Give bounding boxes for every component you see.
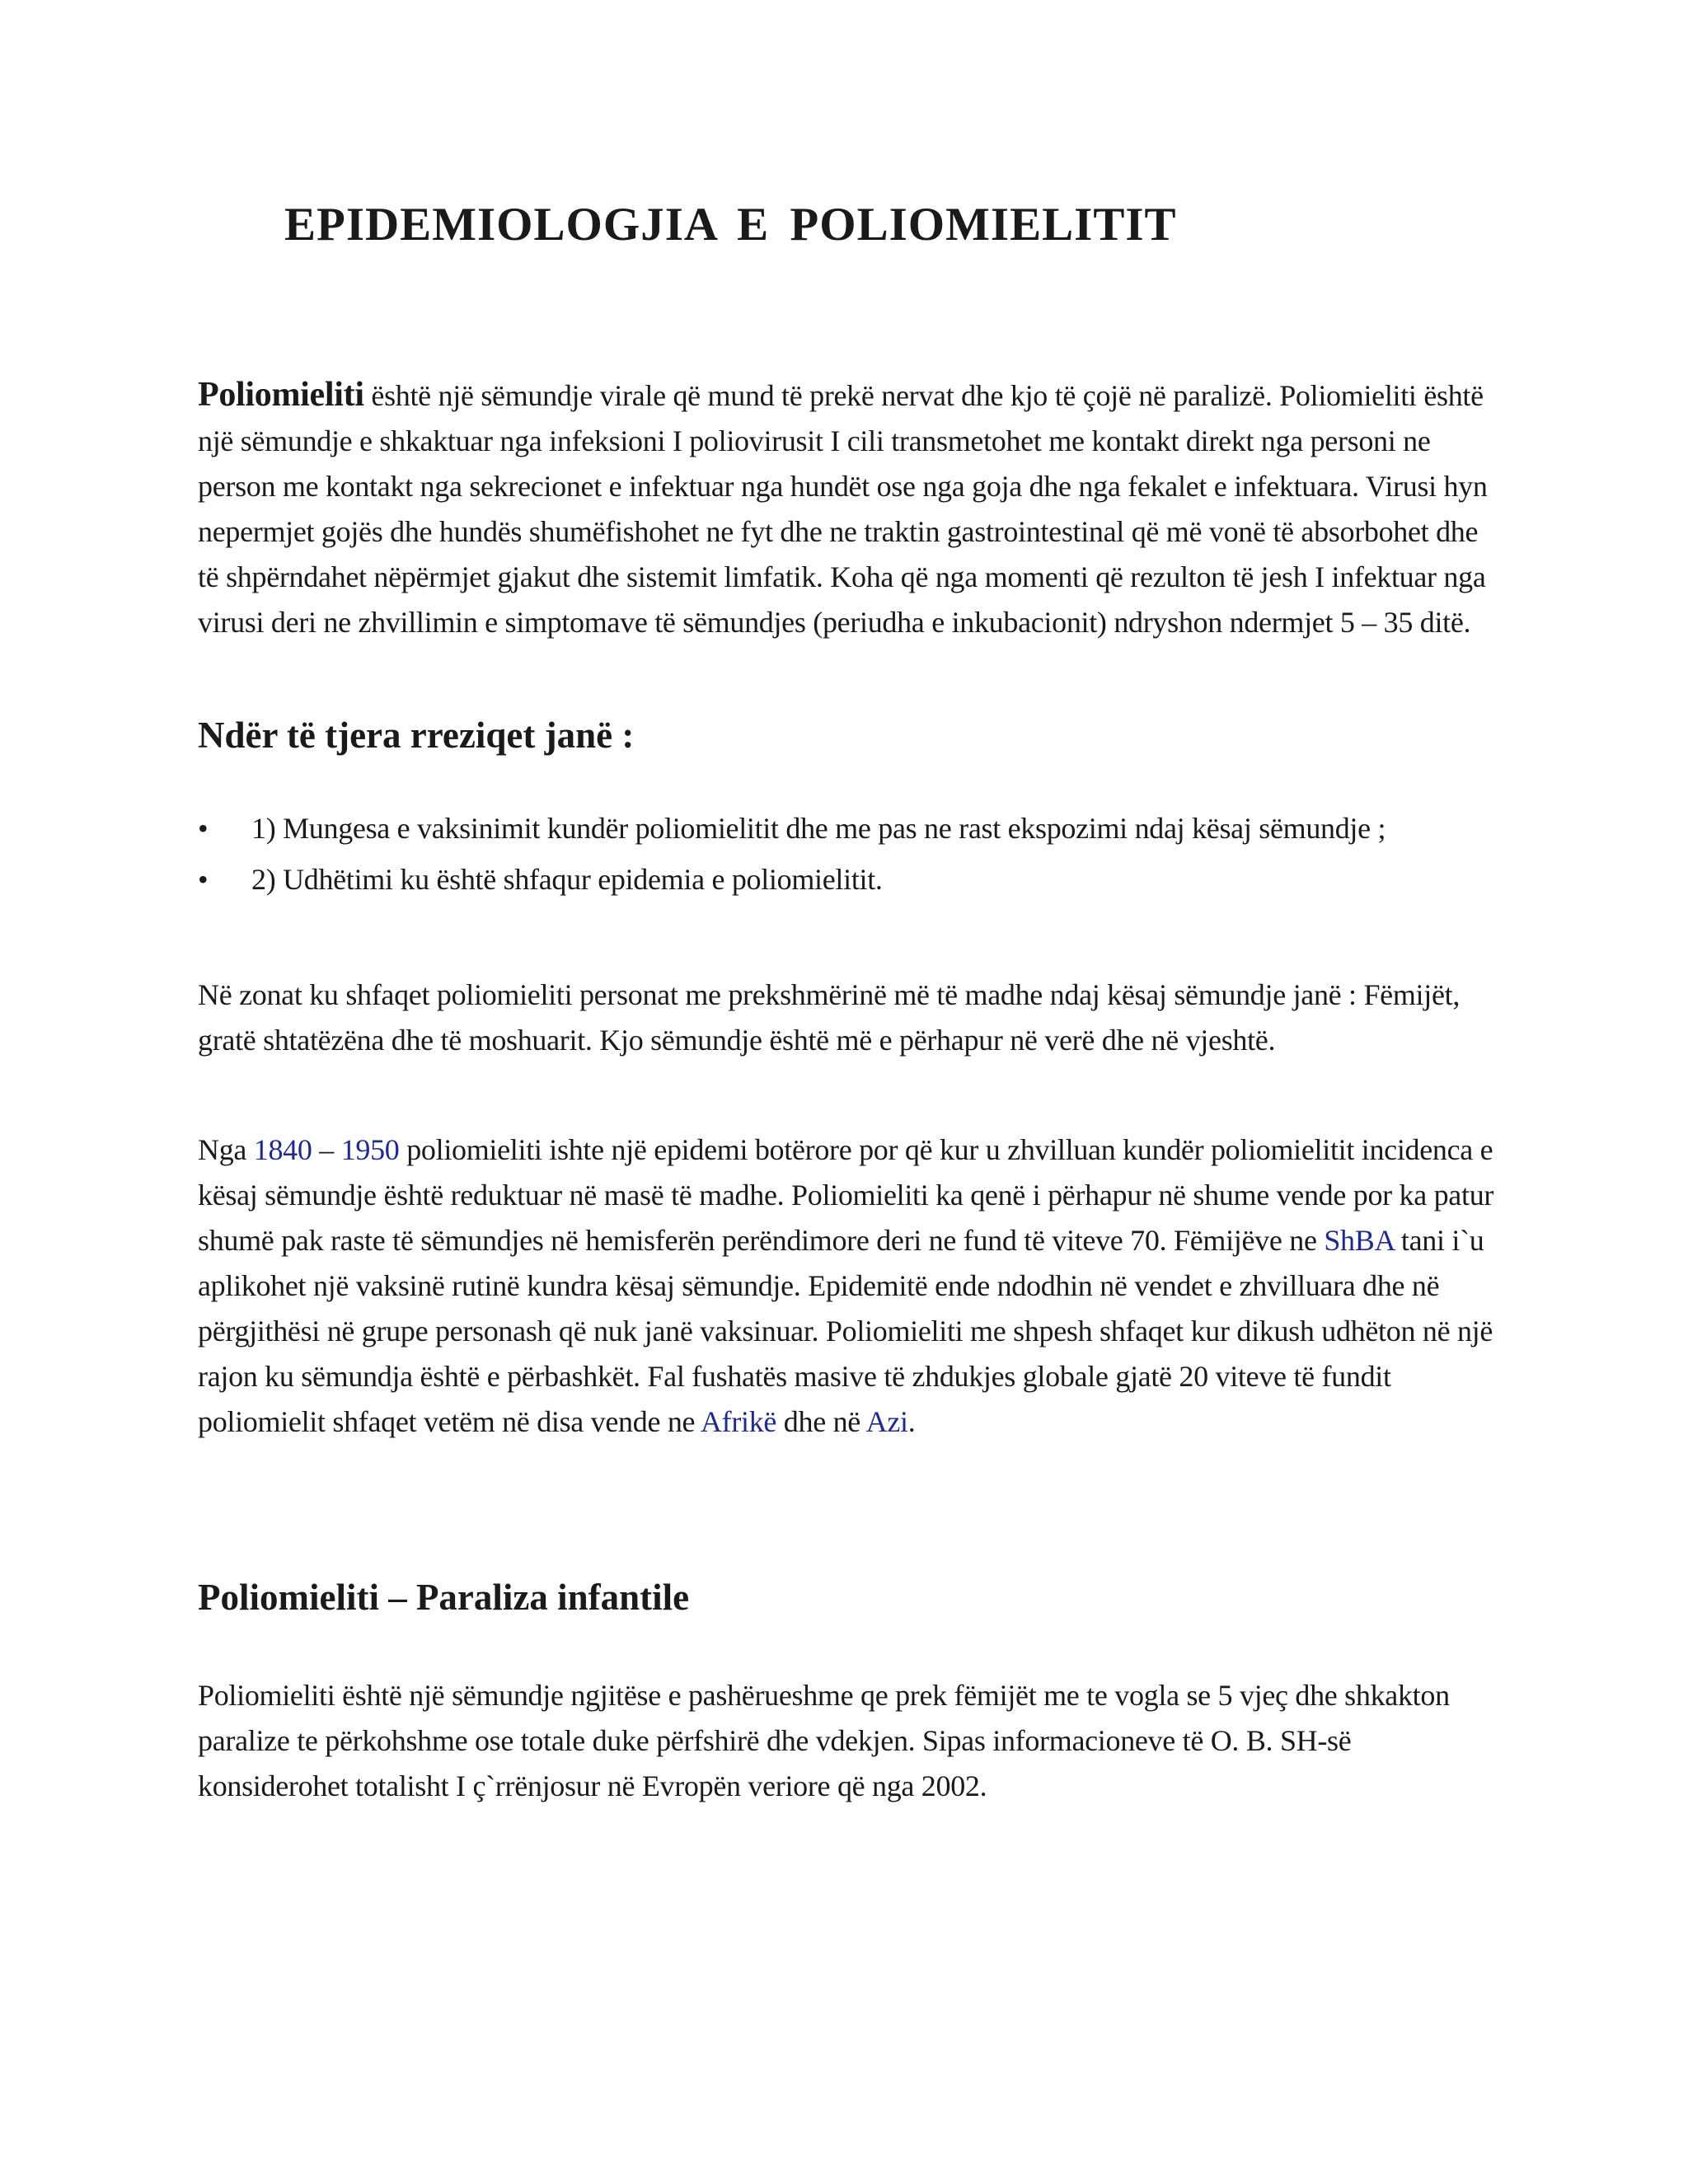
link-1840[interactable]: 1840 [253,1133,312,1166]
history-text: tani i`u aplikohet një vaksinë rutinë kundra kësaj sëmundje. Epidemitë ende ndodhin në vendet e zhvilluara dhe në përgjithësi në grupe personash që nuk janë vaksinuar. Poliomieliti me shpesh shfaqet kur dikush udhëton në një rajon ku sëmundja është e përbashkët. Fal fushatës masive të zhdukjes globale gjatë 20 viteve të fundit poliomielit shfaqet vetëm në disa vende ne [198,1224,1493,1438]
list-item [198,857,1484,902]
bullet-icon: • [198,812,209,845]
link-afrike[interactable]: Afrikë [700,1405,777,1438]
section2-heading: Poliomieliti – Paraliza infantile [198,1577,690,1618]
link-azi[interactable]: Azi [865,1405,908,1438]
vulnerable-paragraph: Në zonat ku shfaqet poliomieliti personat me prekshmërinë më të madhe ndaj kësaj sëmundje janë : Fëmijët, gratë shtatëzëna dhe të moshuarit. Kjo sëmundje është më e përhapur në verë dhe në vjeshtë. [198,978,1461,1057]
list-item [198,806,1484,851]
history-text: . [907,1405,916,1438]
history-paragraph [198,1127,1500,1445]
history-text: poliomieliti ishte një epidemi botërore por që kur u zhvilluan kundër poliomielitit incidenca e kësaj sëmundje është reduktuar në masë të madhe. Poliomieliti ka qenë i përhapur në shume vende por ka patur shumë pak raste të sëmundjes në hemisferën perëndimore deri ne fund të viteve 70. Fëmijëve ne [198,1133,1494,1257]
risks-heading: Ndër të tjera rreziqet janë : [198,715,635,756]
section2-paragraph: Poliomieliti është një sëmundje ngjitëse e pashërueshme qe prek fëmijët me te vogla se 5 vjeç dhe shkakton paralize te përkohshme ose totale duke përfshirë dhe vdekjen. Sipas informacioneve të O. B. SH-së konsiderohet totalisht I ç`rrënjosur në Evropën veriore që nga 2002. [198,1679,1450,1802]
list-item-text: 1) Mungesa e vaksinimit kundër poliomielitit dhe me pas ne rast ekspozimi ndaj kësaj sëmundje ; [251,812,1386,845]
link-shba[interactable]: ShBA [1324,1224,1395,1257]
bullet-icon: • [198,863,209,896]
history-text: dhe në [776,1405,866,1438]
history-text: Nga [198,1133,254,1166]
intro-text: është një sëmundje virale që mund të prekë nervat dhe kjo të çojë në paralizë. Poliomieliti është një sëmundje e shkaktuar nga infeksioni I poliovirusit I cili transmetohet me kontakt direkt nga personi ne person me kontakt nga sekrecionet e infektuar nga hundët ose nga goja dhe nga fekalet e infektuara. Virusi hyn nepermjet gojës dhe hundës shumëfishohet ne fyt dhe ne traktin gastrointestinal që më vonë të absorbohet dhe të shpërndahet nëpërmjet gjakut dhe sistemit limfatik. Koha që nga momenti që rezulton të jesh I infektuar nga virusi deri ne zhvillimin e simptomave të sëmundjes (periudha e inkubacionit) ndryshon ndermjet 5 – 35 ditë. [198,379,1488,639]
history-text: – [312,1133,341,1166]
link-1950[interactable]: 1950 [340,1133,400,1166]
intro-paragraph [198,373,1500,645]
list-item-text: 2) Udhëtimi ku është shfaqur epidemia e poliomielitit. [251,863,883,896]
risks-list [198,806,1484,908]
intro-lead-term: Poliomieliti [198,376,364,414]
document-title: EPIDEMIOLOGJIA E POLIOMIELITIT [284,199,1177,251]
